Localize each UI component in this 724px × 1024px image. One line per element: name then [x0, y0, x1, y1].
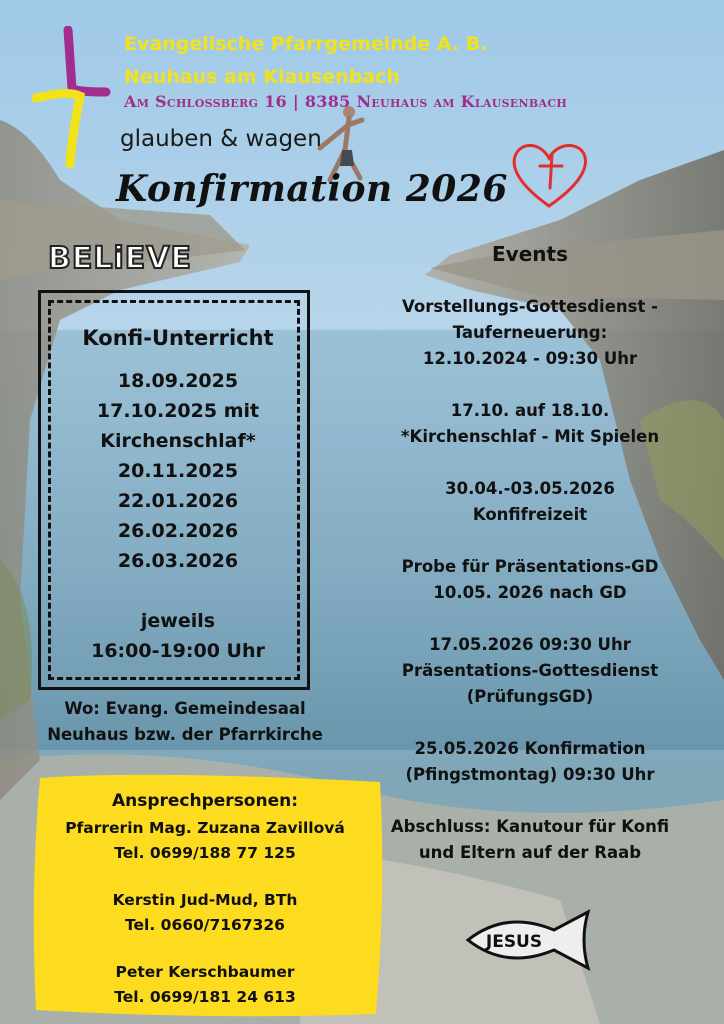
event-line: Probe für Präsentations-GD: [401, 557, 659, 576]
unterricht-date: 18.09.2025: [117, 370, 239, 392]
event-item: [370, 632, 690, 710]
event-line: 12.10.2024 - 09:30 Uhr: [422, 349, 638, 368]
page-title: Konfirmation 2026: [116, 168, 508, 210]
event-line: 17.10. auf 18.10.: [450, 401, 610, 420]
heart-cross-icon: [508, 136, 590, 212]
cross-logo-icon: [28, 26, 112, 168]
event-line: Präsentations-Gottesdienst: [401, 661, 659, 680]
location-line1: Wo: Evang. Gemeindesaal: [64, 699, 306, 718]
contact-phone: Tel. 0699/188 77 125: [114, 844, 296, 862]
contact-phone: Tel. 0699/181 24 613: [114, 988, 296, 1006]
event-line: und Eltern auf der Raab: [418, 843, 642, 862]
unterricht-date: 26.02.2026: [117, 520, 239, 542]
unterricht-date: 22.01.2026: [117, 490, 239, 512]
jesus-fish-icon: [462, 908, 602, 972]
unterricht-date: 20.11.2025: [117, 460, 239, 482]
events-list: [370, 294, 690, 892]
event-line: *Kirchenschlaf - Mit Spielen: [400, 427, 660, 446]
org-name-line1: Evangelische Pfarrgemeinde A. B.: [124, 33, 488, 55]
event-line: 10.05. 2026 nach GD: [433, 583, 627, 602]
event-item: [370, 294, 690, 372]
event-line: 17.05.2026 09:30 Uhr: [429, 635, 631, 654]
address: Am Schlossberg 16 | 8385 Neuhaus am Klausenbach: [124, 92, 568, 111]
events-heading: Events: [492, 242, 568, 266]
event-line: Konfifreizeit: [472, 505, 588, 524]
event-line: 25.05.2026 Konfirmation: [414, 739, 646, 758]
event-line: (Pfingstmontag) 09:30 Uhr: [405, 765, 655, 784]
event-item: [370, 554, 690, 606]
contact-name: Kerstin Jud-Mud, BTh: [112, 891, 298, 909]
unterricht-time-label: jeweils: [140, 610, 216, 632]
location-line2: Neuhaus bzw. der Pfarrkirche: [47, 725, 323, 744]
contacts-block: [40, 786, 370, 1010]
unterricht-heading: Konfi-Unterricht: [82, 326, 274, 350]
event-item: [370, 476, 690, 528]
org-name-line2: Neuhaus am Klausenbach: [124, 66, 400, 88]
event-line: (PrüfungsGD): [466, 687, 594, 706]
event-item: [370, 814, 690, 866]
location: [20, 696, 350, 748]
event-line: Tauferneuerung:: [452, 323, 608, 342]
unterricht-date: 17.10.2025 mit: [96, 400, 260, 422]
event-line: 30.04.-03.05.2026: [445, 479, 615, 498]
event-item: [370, 736, 690, 788]
unterricht-date-list: [58, 366, 298, 576]
event-item: [370, 398, 690, 450]
contact-name: Peter Kerschbaumer: [115, 963, 295, 981]
jesus-fish-text: JESUS: [485, 932, 543, 952]
unterricht-date: 26.03.2026: [117, 550, 239, 572]
tagline: glauben & wagen: [120, 126, 322, 152]
contacts-heading: Ansprechpersonen:: [111, 791, 299, 811]
unterricht-time: 16:00-19:00 Uhr: [91, 640, 265, 662]
believe-label: BELiEVE: [48, 241, 192, 276]
contact-name: Pfarrerin Mag. Zuzana Zavillová: [65, 819, 345, 837]
contact-phone: Tel. 0660/7167326: [125, 916, 285, 934]
event-line: Abschluss: Kanutour für Konfi: [390, 817, 670, 836]
unterricht-date: Kirchenschlaf*: [100, 430, 256, 452]
event-line: Vorstellungs-Gottesdienst -: [402, 297, 658, 316]
